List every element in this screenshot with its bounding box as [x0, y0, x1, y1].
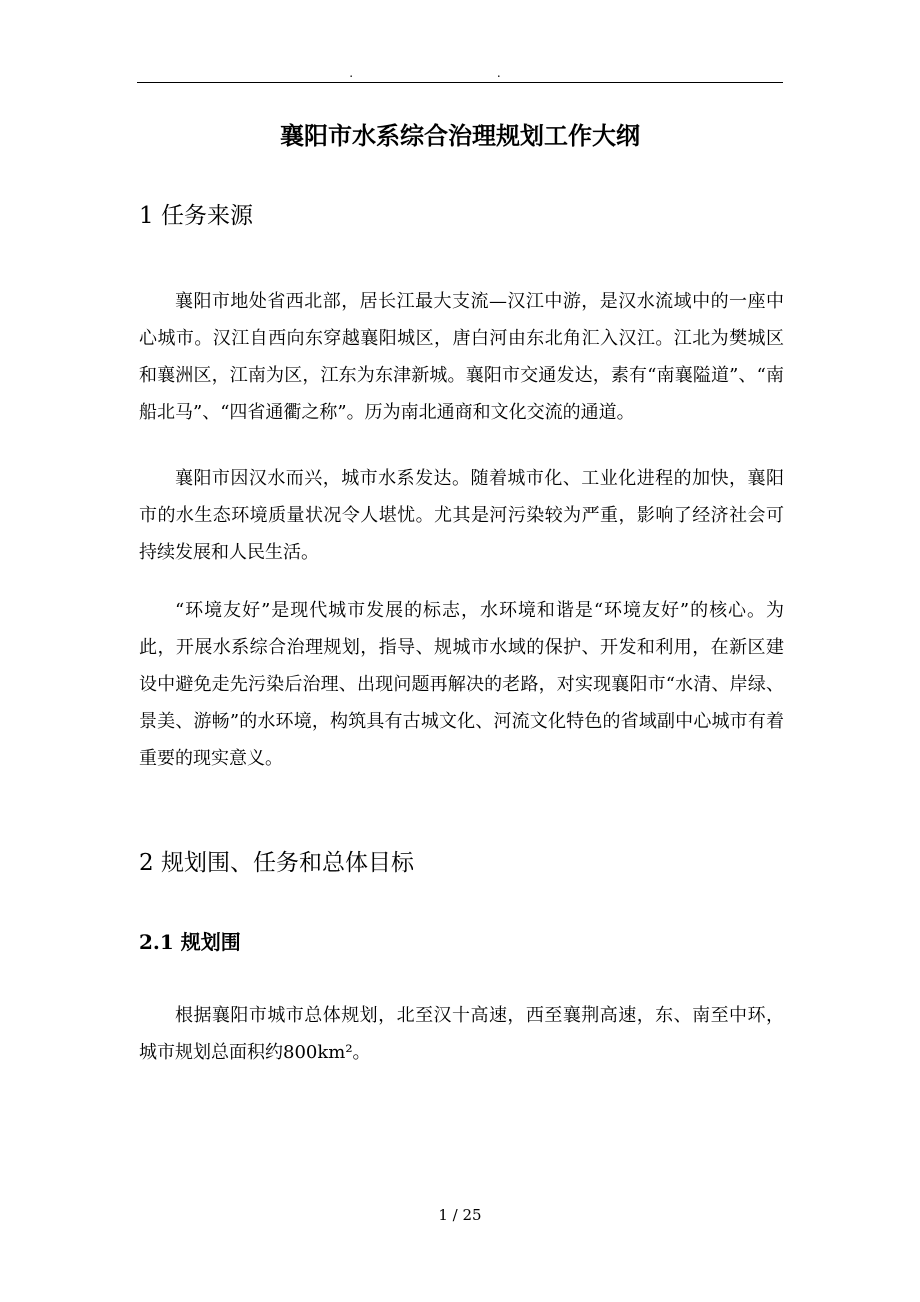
header-dots: . . — [349, 66, 571, 80]
section-heading-2: 2 规划围、任务和总体目标 — [139, 850, 414, 876]
subsection-heading-2-1: 2.1 规划围 — [139, 930, 241, 954]
paragraph-1-2: 襄阳市因汉水而兴，城市水系发达。随着城市化、工业化进程的加快，襄阳市的水生态环境质量状况令人堪忧。尤其是河污染较为严重，影响了经济社会可持续发展和人民生活。 — [139, 468, 784, 563]
header-rule — [137, 82, 783, 83]
page-number: 1 / 25 — [438, 1206, 482, 1224]
document-title: 襄阳市水系综合治理规划工作大纲 — [280, 121, 640, 150]
paragraph-1-1: 襄阳市地处省西北部，居长江最大支流—汉江中游，是汉水流域中的一座中心城市。汉江自西向东穿越襄阳城区，唐白河由东北角汇入汉江。江北为樊城区和襄洲区，江南为区，江东为东津新城。襄阳市交通发达，素有“南襄隘道”、“南船北马”、“四省通衢之称”。历为南北通商和文化交流的通道。 — [139, 291, 784, 423]
section-heading-1: 1 任务来源 — [139, 203, 253, 229]
paragraph-1-3: “环境友好”是现代城市发展的标志，水环境和谐是“环境友好”的核心。为此，开展水系综合治理规划，指导、规城市水域的保护、开发和利用，在新区建设中避免走先污染后治理、出现问题再解决的老路，对实现襄阳市“水清、岸绿、景美、游畅”的水环境，构筑具有古城文化、河流文化特色的省域副中心城市有着重要的现实意义。 — [139, 600, 784, 769]
paragraph-2-1-1: 根据襄阳市城市总体规划，北至汉十高速，西至襄荆高速，东、南至中环，城市规划总面积约800km²。 — [139, 1005, 784, 1063]
